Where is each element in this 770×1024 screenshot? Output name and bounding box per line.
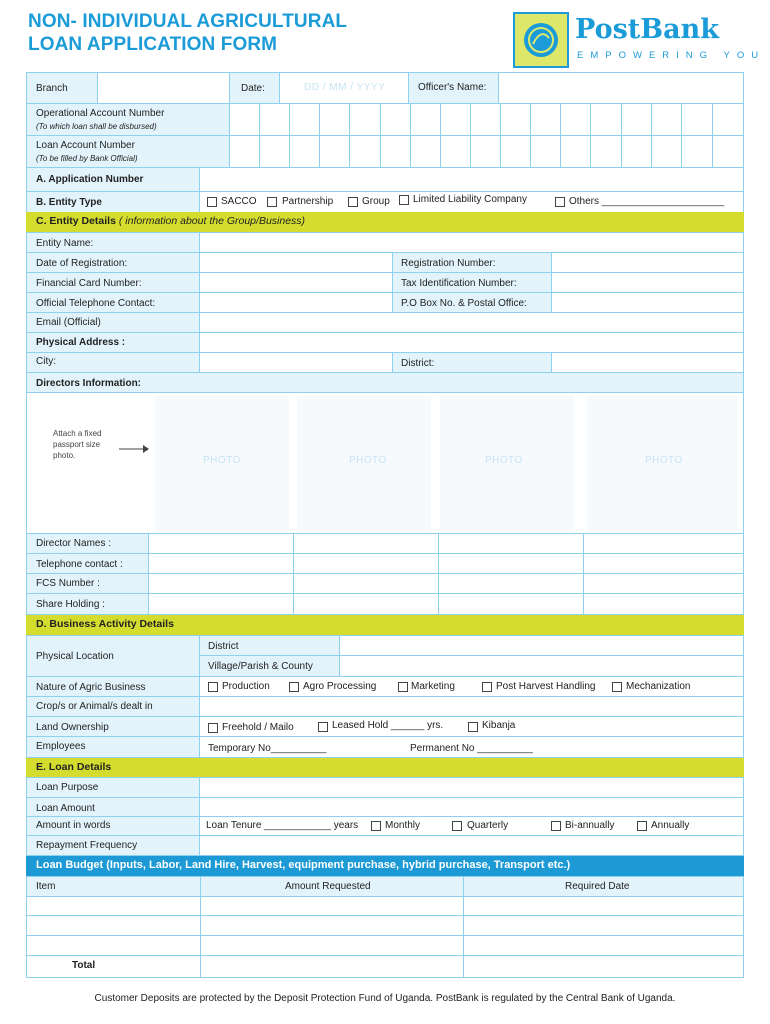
form-title bbox=[28, 10, 347, 56]
email-label-cell bbox=[26, 312, 200, 333]
post-harvest-label: Post Harvest Handling bbox=[496, 681, 596, 692]
nature-label-cell bbox=[26, 676, 200, 697]
district-input[interactable] bbox=[551, 352, 744, 373]
entity-details-heading: C. Entity Details bbox=[36, 215, 116, 227]
dir-fcs-label: FCS Number : bbox=[36, 578, 100, 589]
bi-annually-label: Bi-annually bbox=[565, 820, 615, 831]
loan-budget-header bbox=[26, 856, 744, 876]
leased-hold-checkbox[interactable] bbox=[318, 722, 328, 732]
sacco-checkbox[interactable] bbox=[207, 197, 217, 207]
tin-label-cell bbox=[392, 272, 552, 293]
monthly-checkbox[interactable] bbox=[371, 821, 381, 831]
sacco-option-label: SACCO bbox=[221, 196, 257, 207]
entity-name-label: Entity Name: bbox=[36, 238, 94, 249]
employees-label-cell bbox=[26, 736, 200, 758]
officer-label: Officer's Name: bbox=[418, 82, 487, 93]
reg-number-label-cell bbox=[392, 252, 552, 273]
kibanja-checkbox[interactable] bbox=[468, 722, 478, 732]
dir-phone-input-4[interactable] bbox=[583, 553, 744, 574]
partnership-checkbox[interactable] bbox=[267, 197, 277, 207]
city-input[interactable] bbox=[199, 352, 393, 373]
employees-input[interactable] bbox=[199, 736, 744, 758]
dir-fcs-label-cell bbox=[26, 573, 149, 594]
dir-fcs-input-2[interactable] bbox=[293, 573, 439, 594]
entity-type-label-cell bbox=[26, 191, 200, 213]
business-details-heading: D. Business Activity Details bbox=[36, 618, 174, 630]
photo-slot-2[interactable] bbox=[297, 396, 431, 530]
dir-fcs-input-4[interactable] bbox=[583, 573, 744, 594]
loan-account-input[interactable] bbox=[229, 135, 744, 168]
phone-label: Official Telephone Contact: bbox=[36, 298, 156, 309]
purpose-label: Loan Purpose bbox=[36, 782, 99, 793]
budget-total-label: Total bbox=[72, 960, 96, 971]
production-checkbox[interactable] bbox=[208, 682, 218, 692]
loan-account-label-cell bbox=[26, 135, 230, 168]
entity-details-header bbox=[26, 212, 744, 232]
dir-name-input-2[interactable] bbox=[293, 533, 439, 554]
amount-label-cell bbox=[26, 797, 200, 817]
date-label: Date: bbox=[241, 83, 265, 94]
permanent-label: Permanent No __________ bbox=[410, 743, 533, 754]
reg-number-label: Registration Number: bbox=[401, 258, 496, 269]
budget-row-3-amount[interactable] bbox=[200, 935, 464, 956]
group-option-label: Group bbox=[362, 196, 390, 207]
production-label: Production bbox=[222, 681, 270, 692]
directors-label-cell bbox=[26, 372, 744, 393]
op-account-label: Operational Account Number bbox=[36, 108, 165, 119]
crops-label-cell bbox=[26, 696, 200, 717]
mechanization-checkbox[interactable] bbox=[612, 682, 622, 692]
attach-line2: passport size bbox=[53, 440, 101, 449]
loan-account-note: (To be filled by Bank Official) bbox=[36, 154, 138, 163]
crops-input[interactable] bbox=[199, 696, 744, 717]
amount-label: Loan Amount bbox=[36, 803, 95, 814]
address-label-cell bbox=[26, 332, 200, 353]
tenure-label[interactable]: Loan Tenure ____________ years bbox=[206, 820, 359, 831]
dir-phone-input-1[interactable] bbox=[148, 553, 294, 574]
email-input[interactable] bbox=[199, 312, 744, 333]
budget-row-2-date[interactable] bbox=[463, 915, 744, 936]
frequency-label: Repayment Frequency bbox=[36, 840, 138, 851]
op-account-label-cell bbox=[26, 103, 230, 136]
form-title-line2: LOAN APPLICATION FORM bbox=[28, 34, 278, 55]
photo-slot-4[interactable] bbox=[587, 396, 737, 530]
dir-name-input-1[interactable] bbox=[148, 533, 294, 554]
phone-label-cell bbox=[26, 292, 200, 313]
reg-number-input[interactable] bbox=[551, 252, 744, 273]
tin-input[interactable] bbox=[551, 272, 744, 293]
budget-row-1-amount[interactable] bbox=[200, 896, 464, 916]
land-options bbox=[199, 716, 744, 737]
officer-input[interactable] bbox=[498, 72, 744, 104]
logo-tagline: EMPOWERING YOU bbox=[577, 50, 766, 61]
others-option-label: Others ______________________ bbox=[569, 196, 725, 207]
others-checkbox[interactable] bbox=[555, 197, 565, 207]
app-number-label: A. Application Number bbox=[36, 174, 144, 185]
dir-phone-input-2[interactable] bbox=[293, 553, 439, 574]
business-details-header bbox=[26, 615, 744, 635]
app-number-input[interactable] bbox=[199, 167, 744, 192]
entity-type-options bbox=[199, 191, 744, 213]
group-checkbox[interactable] bbox=[348, 197, 358, 207]
temporary-label: Temporary No__________ bbox=[208, 743, 327, 754]
budget-row-3-date[interactable] bbox=[463, 935, 744, 956]
photo-label-2: PHOTO bbox=[349, 455, 387, 466]
budget-col-item-label: Item bbox=[36, 881, 56, 892]
dir-fcs-input-3[interactable] bbox=[438, 573, 584, 594]
budget-col-amount-label: Amount Requested bbox=[285, 881, 371, 892]
post-harvest-checkbox[interactable] bbox=[482, 682, 492, 692]
dir-name-input-4[interactable] bbox=[583, 533, 744, 554]
dir-share-input-4[interactable] bbox=[583, 593, 744, 615]
quarterly-checkbox[interactable] bbox=[452, 821, 462, 831]
fcn-input[interactable] bbox=[199, 272, 393, 293]
land-label: Land Ownership bbox=[36, 722, 109, 733]
dir-name-input-3[interactable] bbox=[438, 533, 584, 554]
kibanja-label: Kibanja bbox=[482, 720, 516, 731]
photo-label-4: PHOTO bbox=[645, 455, 683, 466]
op-account-note: (To which loan shall be disbursed) bbox=[36, 122, 157, 131]
freehold-checkbox[interactable] bbox=[208, 723, 218, 733]
budget-total-date bbox=[463, 955, 744, 978]
location-label: Physical Location bbox=[36, 651, 114, 662]
loc-district-label: District bbox=[208, 641, 239, 652]
dir-phone-input-3[interactable] bbox=[438, 553, 584, 574]
entity-details-note: ( information about the Group/Business) bbox=[118, 215, 306, 227]
photo-label-1: PHOTO bbox=[203, 455, 241, 466]
agro-processing-checkbox[interactable] bbox=[289, 682, 299, 692]
postbank-logo bbox=[513, 12, 766, 68]
quarterly-label: Quarterly bbox=[467, 820, 509, 831]
footer-note: Customer Deposits are protected by the Deposit Protection Fund of Uganda. PostBank is regulated by the Central Bank of Uganda. bbox=[94, 993, 676, 1004]
frequency-label-cell bbox=[26, 835, 200, 856]
dir-share-label: Share Holding : bbox=[36, 599, 105, 610]
loc-district-label-cell bbox=[199, 635, 340, 656]
crops-label: Crop/s or Animal/s dealt in bbox=[36, 701, 153, 712]
directors-photo-area bbox=[26, 392, 744, 534]
photo-slot-3[interactable] bbox=[440, 396, 574, 530]
marketing-checkbox[interactable] bbox=[398, 682, 408, 692]
dir-names-label: Director Names : bbox=[36, 538, 112, 549]
entity-type-label: B. Entity Type bbox=[36, 197, 102, 208]
village-label-cell bbox=[199, 655, 340, 677]
budget-col-item bbox=[26, 876, 201, 897]
officer-label-cell bbox=[408, 72, 499, 104]
loc-district-input[interactable] bbox=[339, 635, 744, 656]
attach-line1: Attach a fixed bbox=[53, 429, 102, 438]
agro-processing-label: Agro Processing bbox=[303, 681, 377, 692]
llc-checkbox[interactable] bbox=[399, 195, 409, 205]
branch-input[interactable] bbox=[97, 72, 230, 104]
entity-name-input[interactable] bbox=[199, 232, 744, 253]
employees-label: Employees bbox=[36, 741, 86, 752]
fcn-label-cell bbox=[26, 272, 200, 293]
dir-share-label-cell bbox=[26, 593, 149, 615]
leased-hold-label: Leased Hold ______ yrs. bbox=[332, 720, 444, 731]
dir-phone-label: Telephone contact : bbox=[36, 559, 123, 570]
purpose-label-cell bbox=[26, 777, 200, 798]
logo-name: PostBank bbox=[575, 14, 719, 45]
reg-date-label: Date of Registration: bbox=[36, 258, 128, 269]
words-label-cell bbox=[26, 816, 200, 836]
partnership-option-label: Partnership bbox=[282, 196, 334, 207]
budget-row-3-item[interactable] bbox=[26, 935, 201, 956]
loan-details-heading: E. Loan Details bbox=[36, 761, 112, 773]
budget-row-2-amount[interactable] bbox=[200, 915, 464, 936]
directors-label: Directors Information: bbox=[36, 378, 142, 389]
amount-input[interactable] bbox=[199, 797, 744, 817]
freehold-label: Freehold / Mailo bbox=[222, 722, 294, 733]
budget-row-1-item[interactable] bbox=[26, 896, 201, 916]
words-label: Amount in words bbox=[36, 820, 111, 831]
tin-label: Tax Identification Number: bbox=[401, 278, 517, 289]
loan-account-label: Loan Account Number bbox=[36, 140, 135, 151]
nature-label: Nature of Agric Business bbox=[36, 682, 146, 693]
dir-share-input-2[interactable] bbox=[293, 593, 439, 615]
city-label: City: bbox=[36, 356, 56, 367]
attach-line3: photo. bbox=[53, 451, 76, 460]
dir-phone-label-cell bbox=[26, 553, 149, 574]
date-input[interactable] bbox=[279, 72, 409, 104]
dir-fcs-input-1[interactable] bbox=[148, 573, 294, 594]
dir-share-input-3[interactable] bbox=[438, 593, 584, 615]
village-label: Village/Parish & County bbox=[208, 661, 313, 672]
budget-total-amount[interactable] bbox=[200, 955, 464, 978]
annually-checkbox[interactable] bbox=[637, 821, 647, 831]
budget-row-2-item[interactable] bbox=[26, 915, 201, 936]
pobox-label: P.O Box No. & Postal Office: bbox=[401, 298, 527, 309]
nature-options bbox=[199, 676, 744, 697]
budget-col-amount bbox=[200, 876, 464, 897]
budget-total-label-cell bbox=[26, 955, 201, 978]
entity-name-label-cell bbox=[26, 232, 200, 253]
address-input[interactable] bbox=[199, 332, 744, 353]
budget-col-date bbox=[463, 876, 744, 897]
reg-date-input[interactable] bbox=[199, 252, 393, 273]
budget-col-date-label: Required Date bbox=[565, 881, 630, 892]
village-input[interactable] bbox=[339, 655, 744, 677]
budget-row-1-date[interactable] bbox=[463, 896, 744, 916]
op-account-input[interactable] bbox=[229, 103, 744, 136]
bi-annually-checkbox[interactable] bbox=[551, 821, 561, 831]
postbank-emblem-icon bbox=[513, 12, 569, 68]
loan-details-header bbox=[26, 758, 744, 778]
date-placeholder: DD / MM / YYYY bbox=[304, 82, 386, 93]
pobox-label-cell bbox=[392, 292, 552, 313]
mechanization-label: Mechanization bbox=[626, 681, 691, 692]
branch-label-cell bbox=[26, 72, 98, 104]
dir-share-input-1[interactable] bbox=[148, 593, 294, 615]
branch-label: Branch bbox=[36, 83, 68, 94]
phone-input[interactable] bbox=[199, 292, 393, 313]
address-label: Physical Address : bbox=[36, 337, 126, 348]
pobox-input[interactable] bbox=[551, 292, 744, 313]
marketing-label: Marketing bbox=[411, 681, 455, 692]
annually-label: Annually bbox=[651, 820, 690, 831]
dir-names-label-cell bbox=[26, 533, 149, 554]
form-title-line1: NON- INDIVIDUAL AGRICULTURAL bbox=[28, 11, 348, 32]
district-label: District: bbox=[401, 358, 435, 369]
arrow-right-icon bbox=[119, 444, 149, 454]
fcn-label: Financial Card Number: bbox=[36, 278, 142, 289]
loan-budget-heading: Loan Budget (Inputs, Labor, Land Hire, Harvest, equipment purchase, hybrid purchase, Transport etc.) bbox=[36, 859, 571, 871]
frequency-input[interactable] bbox=[199, 835, 744, 856]
email-label: Email (Official) bbox=[36, 317, 101, 328]
tenure-row bbox=[199, 816, 744, 836]
purpose-input[interactable] bbox=[199, 777, 744, 798]
llc-option-label: Limited Liability Company bbox=[413, 194, 527, 205]
photo-label-3: PHOTO bbox=[485, 455, 523, 466]
monthly-label: Monthly bbox=[385, 820, 421, 831]
land-label-cell bbox=[26, 716, 200, 737]
city-label-cell bbox=[26, 352, 200, 373]
date-label-cell bbox=[229, 72, 280, 104]
photo-slot-1[interactable] bbox=[155, 396, 289, 530]
location-label-cell bbox=[26, 635, 200, 677]
district-label-cell bbox=[392, 352, 552, 373]
reg-date-label-cell bbox=[26, 252, 200, 273]
